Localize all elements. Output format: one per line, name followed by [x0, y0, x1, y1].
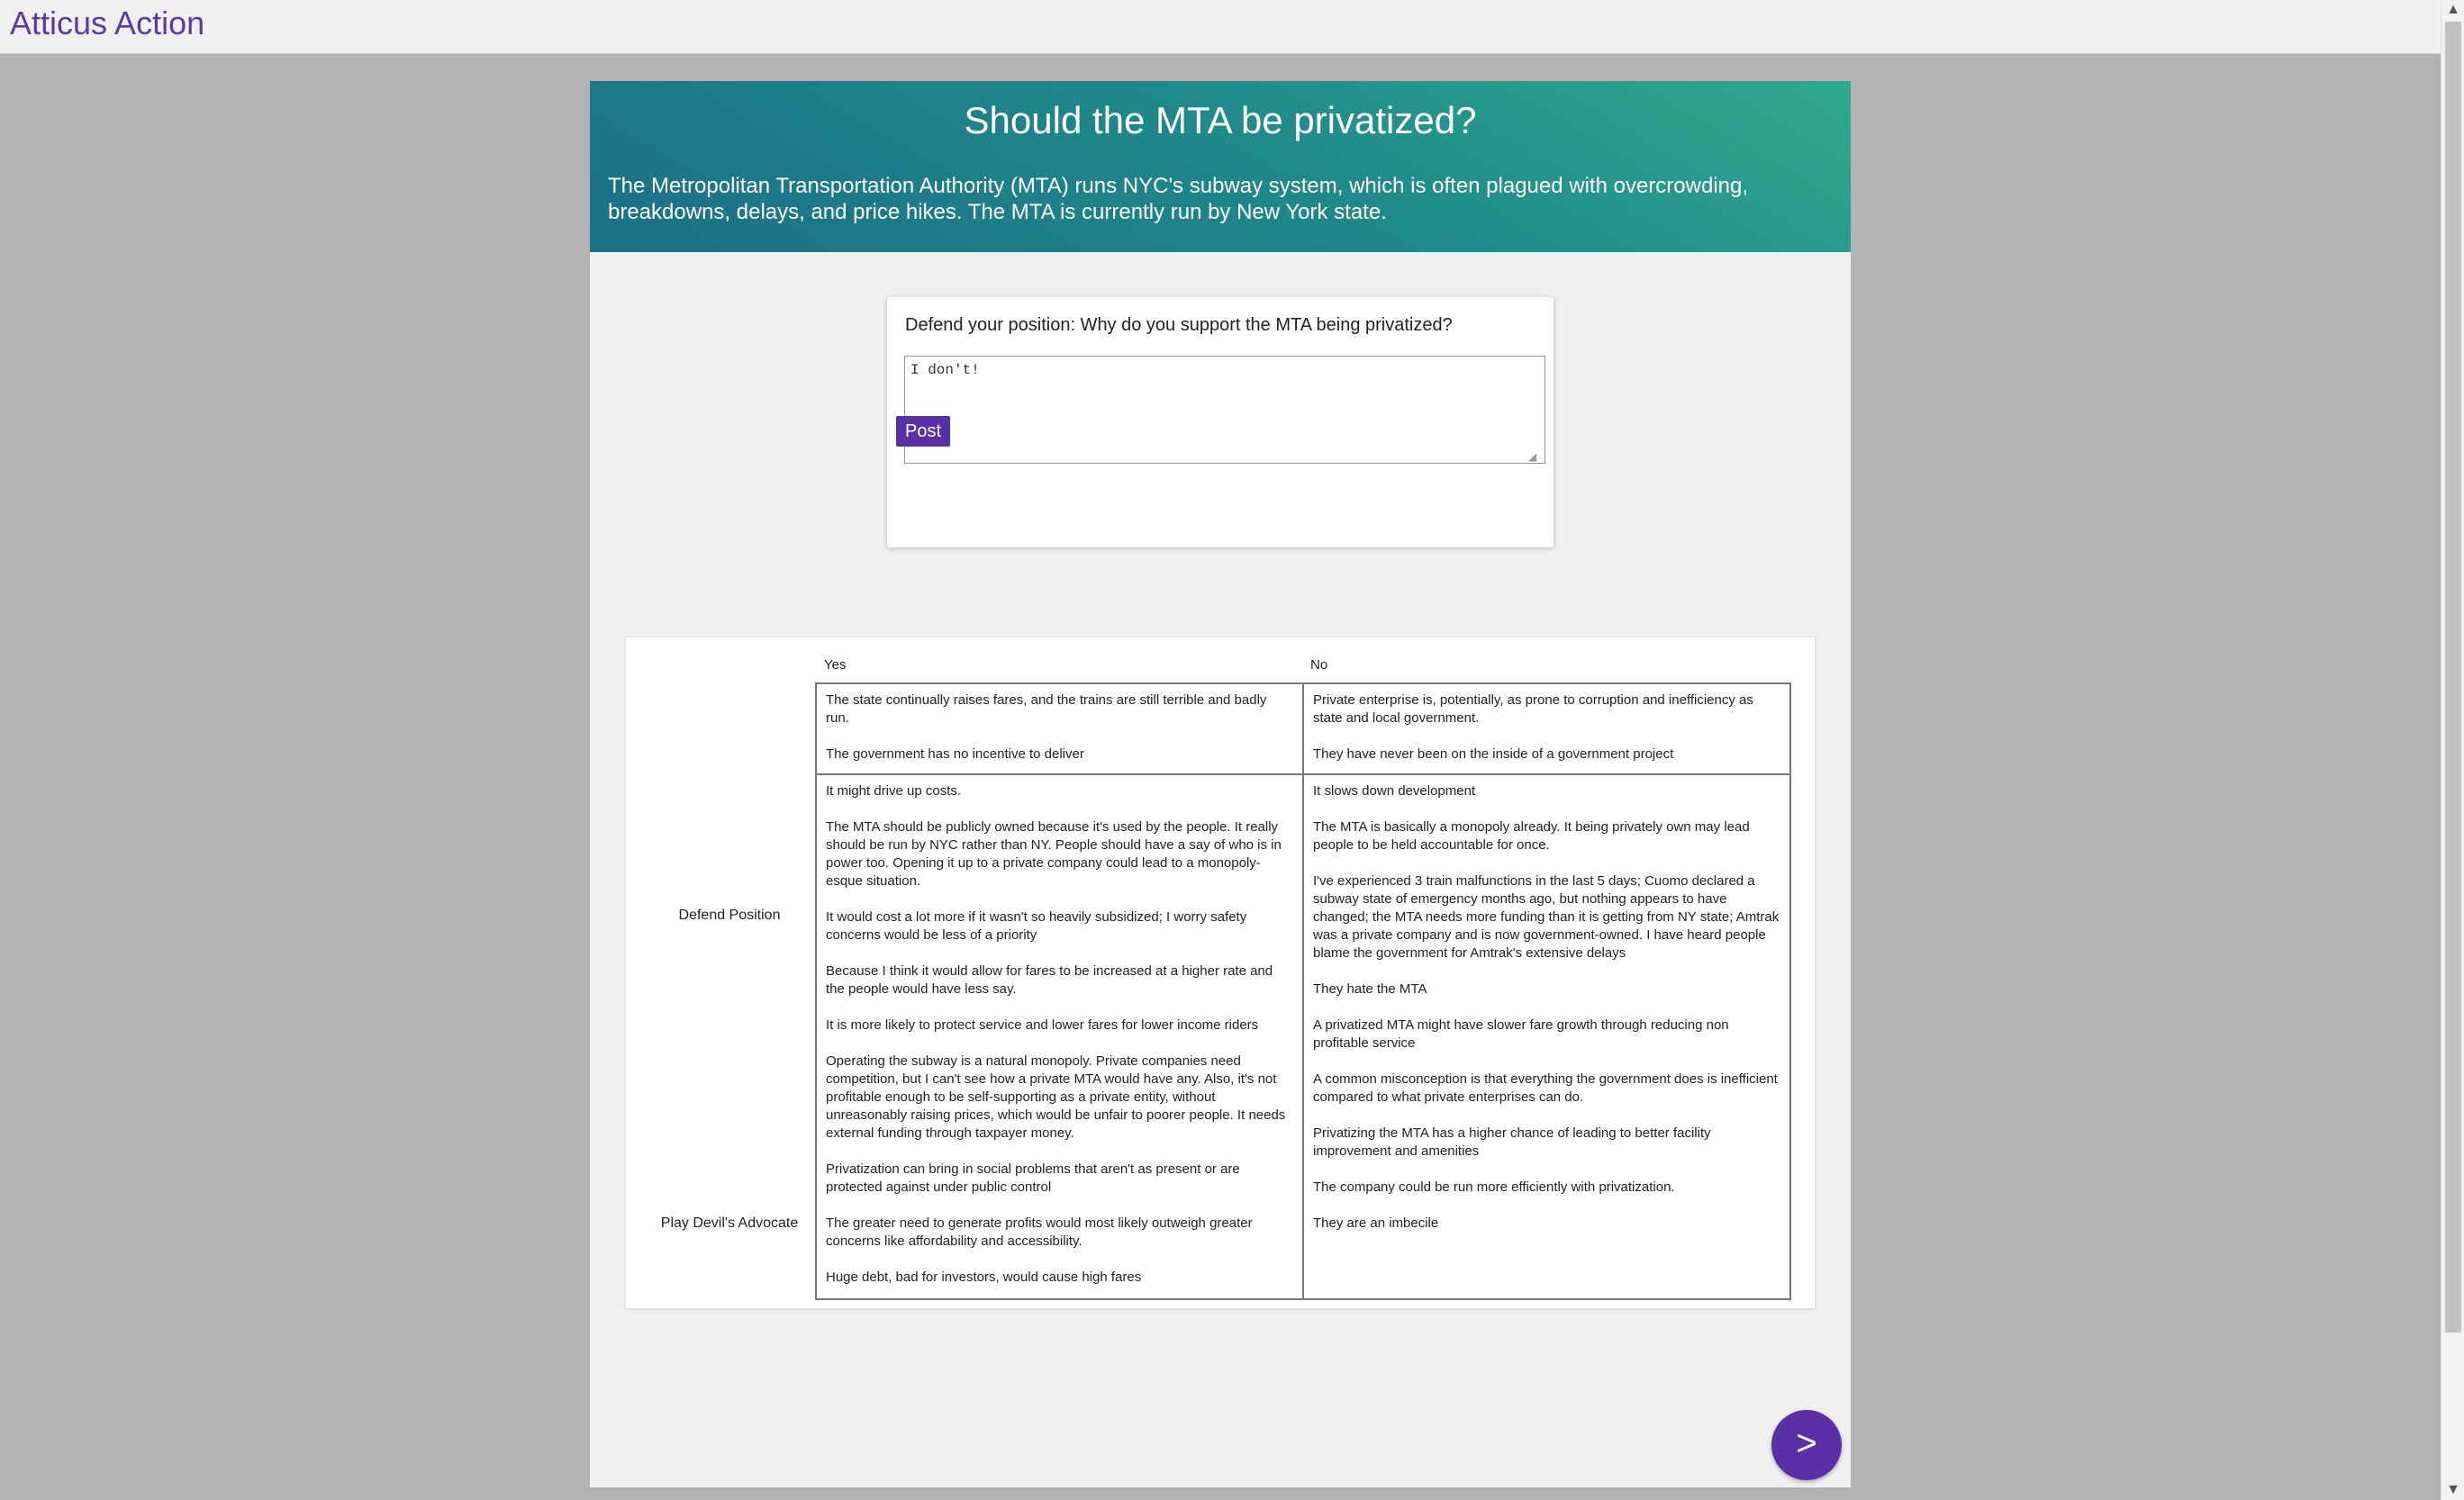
response-item: I've experienced 3 train malfunctions in the last 5 days; Cuomo declared a subway state of emergency months ago, but nothing appears to have changed; the MTA needs more funding than it is getting from NY state; Amtrak was a private company and is now government-owned. I have heard people blame the government for Amtrak's extensive delays: [1313, 873, 1780, 961]
column-header-yes: Yes: [824, 657, 847, 673]
response-item: The MTA is basically a monopoly already. It being privately own may lead people to be held accountable for once.: [1313, 819, 1750, 853]
response-item: The MTA should be publicly owned because it's used by the people. It really should be run by NYC rather than NY. People should have a say of who is in power too. Opening it up to a private company could lead to a monopoly-esque situation.: [826, 819, 1282, 889]
response-item: Because I think it would allow for fares to be increased at a higher rate and the people would have less say.: [826, 963, 1273, 997]
question-title: Should the MTA be privatized?: [964, 99, 1477, 141]
column-header-no: No: [1310, 657, 1328, 673]
question-card: [590, 81, 1851, 1487]
post-prompt: Defend your position: Why do you support the MTA being privatized?: [905, 315, 1453, 335]
cell-defend-no: [1302, 682, 1791, 775]
question-header: [590, 81, 1851, 252]
answer-textarea[interactable]: [904, 356, 1545, 464]
brand-logo-text[interactable]: Atticus Action: [10, 5, 205, 41]
response-item: The greater need to generate profits would most likely outweigh greater concerns like affordability and accessibility.: [826, 1215, 1253, 1249]
cell-defend-yes: [815, 682, 1304, 775]
response-item: Privatization can bring in social problems that aren't as present or are protected against under public control: [826, 1161, 1240, 1195]
chevron-up-icon[interactable]: ▲: [2446, 2, 2460, 17]
response-item: Private enterprise is, potentially, as prone to corruption and inefficiency as state and local government.: [1313, 692, 1753, 726]
cell-devils-advocate-no: [1302, 773, 1791, 1300]
vertical-scrollbar[interactable]: [2441, 0, 2464, 1500]
response-item: A privatized MTA might have slower fare growth through reducing non profitable service: [1313, 1017, 1729, 1051]
response-item: The state continually raises fares, and the trains are still terrible and badly run.: [826, 692, 1267, 726]
response-item: The government has no incentive to deliver: [826, 746, 1084, 762]
response-item: It is more likely to protect service and lower fares for lower income riders: [826, 1017, 1259, 1033]
response-item: They hate the MTA: [1313, 981, 1427, 997]
post-panel: [887, 297, 1554, 547]
cell-devils-advocate-yes: [815, 773, 1304, 1300]
scrollbar-thumb[interactable]: [2445, 22, 2461, 1333]
response-item: Privatizing the MTA has a higher chance of leading to better facility improvement and amenities: [1313, 1125, 1711, 1159]
response-item: The company could be run more efficiently with privatization.: [1313, 1179, 1675, 1195]
row-label-devils-advocate: Play Devil's Advocate: [660, 1215, 799, 1231]
response-item: Huge debt, bad for investors, would cause high fares: [826, 1270, 1142, 1285]
responses-table: [626, 637, 1815, 1308]
post-button[interactable]: Post: [896, 416, 950, 447]
chevron-down-icon[interactable]: ▼: [2446, 1482, 2460, 1497]
row-label-defend-position: Defend Position: [678, 908, 781, 923]
response-item: It slows down development: [1313, 783, 1476, 799]
response-item: They have never been on the inside of a government project: [1313, 746, 1674, 762]
response-item: It would cost a lot more if it wasn't so heavily subsidized; I worry safety concerns would be less of a priority: [826, 909, 1247, 943]
response-item: It might drive up costs.: [826, 783, 962, 799]
resize-grip-icon[interactable]: ◢: [1528, 450, 1537, 463]
response-item: A common misconception is that everything the government does is inefficient compared to what private enterprises can do.: [1313, 1071, 1778, 1105]
question-description: The Metropolitan Transportation Authority (MTA) runs NYC's subway system, which is often plagued with overcrowding, breakdowns, delays, and price hikes. The MTA is currently run by New York state.: [608, 174, 1749, 224]
next-button[interactable]: >: [1771, 1410, 1842, 1480]
response-item: Operating the subway is a natural monopoly. Private companies need competition, but I can't see how a private MTA would have any. Also, it's not profitable enough to be self-supporting as a private entity, without unreasonably raising prices, which would be unfair to poorer people. It needs external funding through taxpayer money.: [826, 1053, 1286, 1141]
top-bar: [0, 0, 2464, 54]
response-item: They are an imbecile: [1313, 1215, 1439, 1231]
